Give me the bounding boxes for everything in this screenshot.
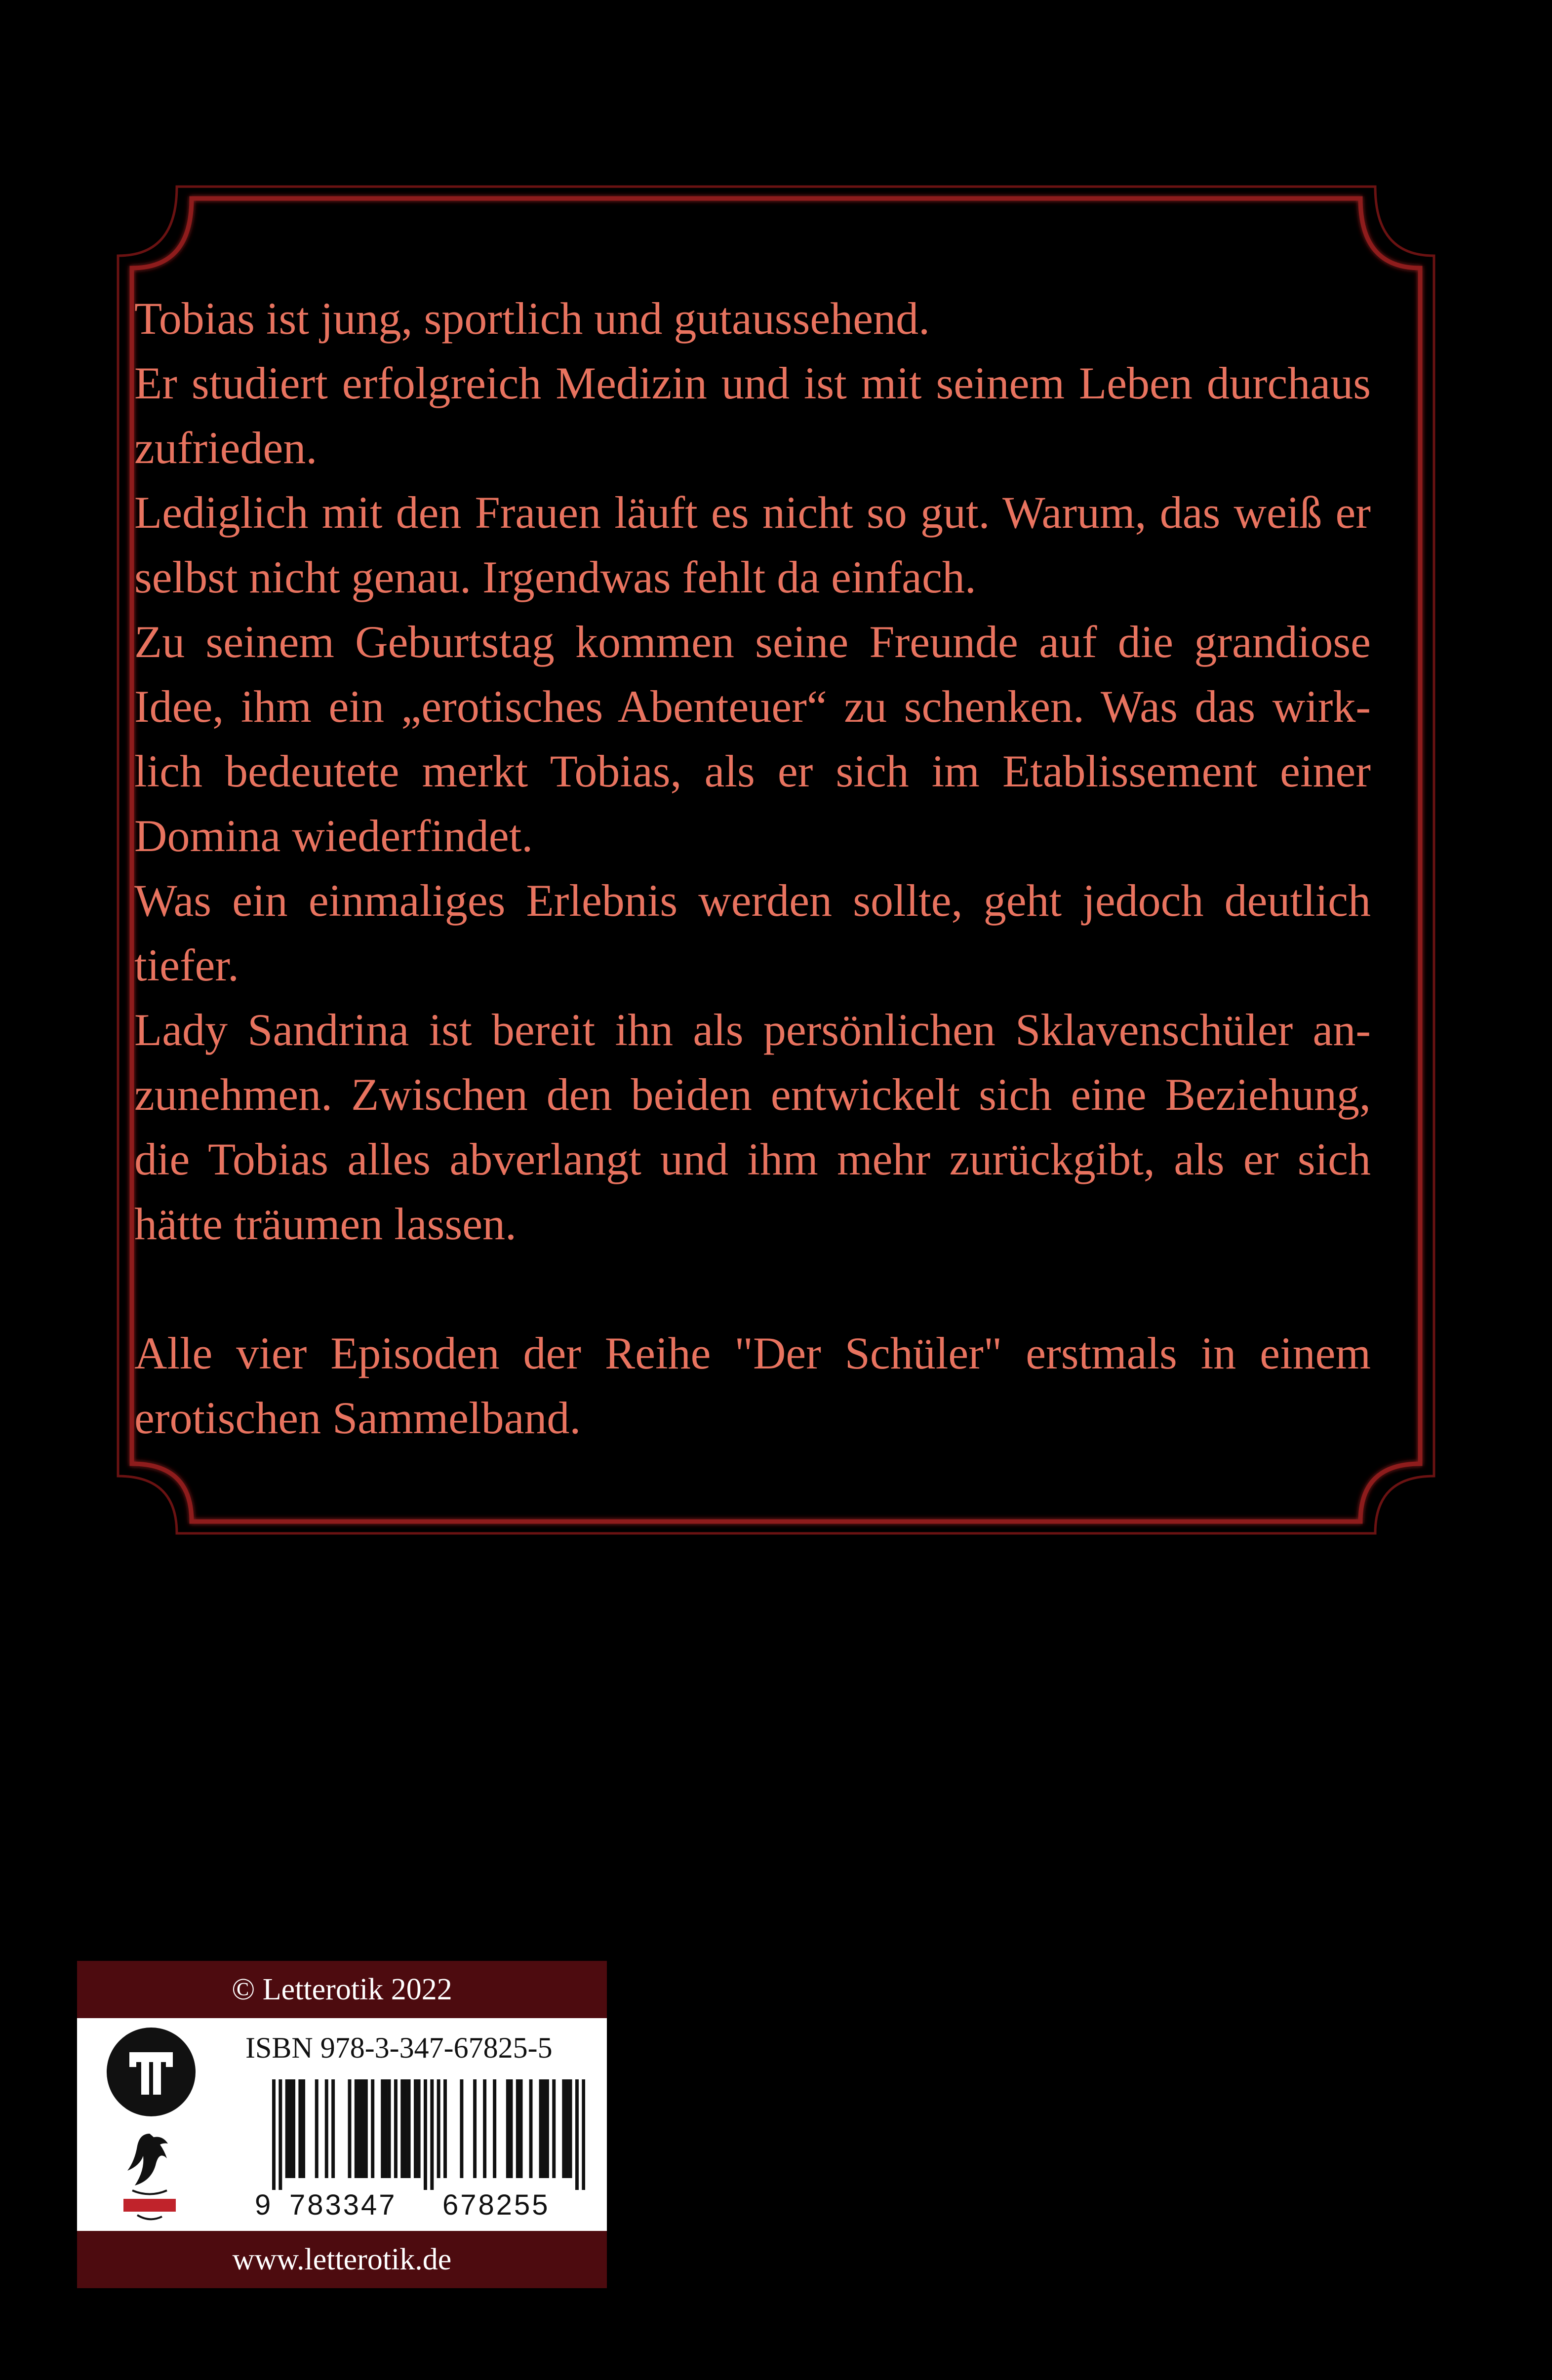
barcode-bar [348, 2079, 351, 2178]
barcode-bar [285, 2079, 289, 2178]
barcode-bar [325, 2079, 328, 2178]
barcode-bar [582, 2079, 585, 2190]
barcode-bar [358, 2079, 361, 2178]
letterotik-logo-icon [113, 2124, 187, 2225]
barcode-bar [288, 2079, 292, 2178]
barcode [272, 2079, 585, 2190]
barcode-bar [381, 2079, 384, 2178]
barcode-digits-left: 783347 [289, 2189, 397, 2221]
barcode-bar [430, 2079, 434, 2190]
barcode-bar [279, 2079, 282, 2190]
blurb-closing: Alle vier Episoden der Reihe "Der Schüler" erstmals in einem erotischen Sammelband. [134, 1328, 1371, 1443]
blurb-paragraph: Was ein einmaliges Erlebnis werden sollte, geht jedoch deutlich tiefer. [134, 875, 1371, 990]
barcode-bar [569, 2079, 572, 2178]
barcode-bar [562, 2079, 565, 2178]
barcode-bar [292, 2079, 295, 2178]
barcode-bar [417, 2079, 421, 2178]
barcode-bar [394, 2079, 398, 2178]
barcode-bar [384, 2079, 388, 2178]
barcode-bar [400, 2079, 404, 2178]
barcode-bar [361, 2079, 364, 2178]
barcode-bar [364, 2079, 368, 2178]
barcode-bar [437, 2079, 440, 2178]
barcode-bar [506, 2079, 510, 2178]
barcode-bar [552, 2079, 556, 2178]
blurb-paragraph: Lediglich mit den Frauen läuft es nicht so gut. Warum, das weiß er selbst nicht genau. Irgendwas fehlt da einfach. [134, 487, 1371, 602]
blurb-paragraph: Tobias ist jung, sportlich und gutaussehend. [134, 293, 930, 344]
tredition-t-icon [107, 2028, 196, 2116]
barcode-bar [565, 2079, 569, 2178]
barcode-bar [302, 2079, 305, 2178]
barcode-bar [331, 2079, 335, 2178]
barcode-bar [473, 2079, 477, 2178]
barcode-bar [404, 2079, 407, 2178]
isbn-number: ISBN 978-3-347-67825-5 [245, 2031, 553, 2064]
blurb-paragraph: Zu seinem Geburtstag kommen seine Freunde auf die grandiose Idee, ihm ein „erotisches Abenteuer“ zu schenken. Was das wirklich bedeutete merkt Tobias, als er sich im Etablissement einer Domina wiederfindet. [134, 617, 1371, 861]
barcode-bar [355, 2079, 358, 2178]
barcode-bar [546, 2079, 549, 2178]
blurb-text [134, 286, 1371, 1450]
blurb-paragraph: Lady Sandrina ist bereit ihn als persönlichen Sklavenschüler anzunehmen. Zwischen den beiden entwickelt sich eine Beziehung, die Tobias alles abverlangt und ihm mehr zurückgibt, als er sich hätte träumen lassen. [134, 1005, 1371, 1249]
barcode-bar [298, 2079, 302, 2178]
barcode-bar [575, 2079, 579, 2190]
barcode-bar [539, 2079, 543, 2178]
barcode-bar [460, 2079, 463, 2178]
imprint-box [77, 1961, 607, 2288]
barcode-bar [519, 2079, 523, 2178]
barcode-bar [510, 2079, 513, 2178]
barcode-digit-lead: 9 [255, 2189, 273, 2221]
barcode-bar [483, 2079, 486, 2178]
barcode-bar [424, 2079, 427, 2190]
copyright-notice: © Letterotik 2022 [77, 1961, 607, 2018]
barcode-digits-right: 678255 [442, 2189, 550, 2221]
website-url: www.letterotik.de [77, 2231, 607, 2288]
barcode-bar [371, 2079, 374, 2178]
barcode-bar [516, 2079, 519, 2178]
paragraph-spacer [134, 1256, 1371, 1321]
barcode-bar [443, 2079, 447, 2178]
blurb-paragraph: Er studiert erfolgreich Medizin und ist mit seinem Leben durchaus zufrieden. [134, 358, 1371, 473]
barcode-bar [272, 2079, 276, 2190]
barcode-bar [315, 2079, 318, 2178]
barcode-bar [529, 2079, 533, 2178]
barcode-bar [493, 2079, 496, 2178]
barcode-bar [414, 2079, 417, 2178]
barcode-bar [407, 2079, 411, 2178]
barcode-bar [388, 2079, 391, 2178]
barcode-bar [542, 2079, 546, 2178]
